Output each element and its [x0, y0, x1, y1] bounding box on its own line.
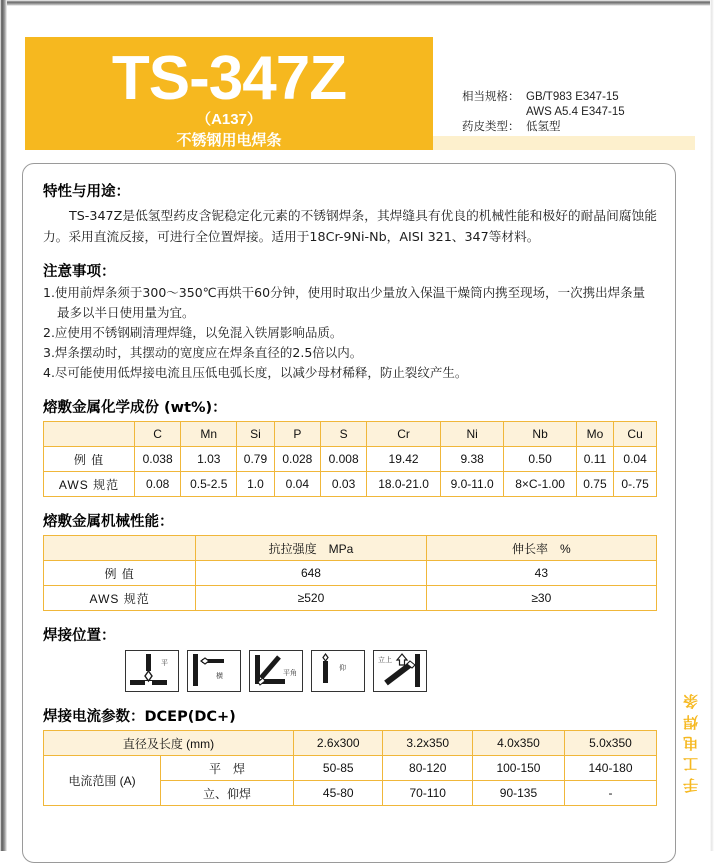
- chemical-composition-table: [43, 421, 657, 497]
- table-cell: 0.08: [135, 472, 181, 497]
- spacer: [43, 611, 657, 624]
- column-header: 抗拉强度 MPa: [196, 536, 426, 561]
- row-label: 例 值: [44, 447, 135, 472]
- table-cell: 648: [196, 561, 426, 586]
- table-cell: 0.11: [576, 447, 613, 472]
- spacer: [43, 692, 657, 705]
- spec-standard-label: 相当规格：: [462, 91, 520, 103]
- note-item: 4.尽可能使用低焊接电流且压低电弧长度，以减少母材稀释，防止裂纹产生。: [43, 365, 468, 380]
- positions-title: 焊接位置：: [43, 628, 116, 644]
- row-label: AWS 规范: [44, 586, 196, 611]
- position-label: 平 焊: [161, 756, 294, 781]
- spec-standard-value-gb: GB/T983 E347-15: [526, 91, 619, 103]
- table-cell: 0.028: [274, 447, 320, 472]
- content-panel: [22, 163, 676, 863]
- column-header: Cr: [367, 422, 441, 447]
- column-header: Ni: [440, 422, 504, 447]
- diameter-header: 直径及长度 (mm): [44, 731, 294, 756]
- horizontal-fillet-position-caption: 平角: [283, 669, 297, 677]
- table-cell: 70-110: [383, 781, 472, 806]
- column-header: S: [320, 422, 366, 447]
- welding-positions-row: [43, 650, 657, 692]
- side-text-char: 工: [682, 755, 699, 773]
- product-code: TS-347Z: [111, 44, 347, 113]
- table-cell: 0.038: [135, 447, 181, 472]
- note-item: 1.使用前焊条须于300～350℃再烘干60分钟，使用时取出少量放入保温干燥筒内携至现场，一次携出焊条量最多以半日使用量为宜。: [43, 285, 646, 320]
- table-cell: 0.008: [320, 447, 366, 472]
- overhead-position-caption: 仰: [339, 664, 346, 672]
- current-range-label: 电流范围 (A): [44, 756, 161, 806]
- column-header: P: [274, 422, 320, 447]
- welding-current-table: [43, 730, 657, 806]
- column-header: Si: [237, 422, 274, 447]
- chemical-title: 熔敷金属化学成份 (wt%)：: [43, 400, 227, 416]
- brand-block: [25, 37, 433, 150]
- table-header-row: [44, 731, 657, 756]
- table-cell: -: [564, 781, 656, 806]
- side-text-char: 手: [682, 776, 699, 794]
- blank-corner: [44, 536, 196, 561]
- table-cell: 50-85: [294, 756, 383, 781]
- spec-row-coating: [462, 120, 625, 135]
- table-row: [44, 586, 657, 611]
- column-header: C: [135, 422, 181, 447]
- diameter-value: 4.0x350: [472, 731, 564, 756]
- page-edge-shadow-top: [0, 0, 714, 6]
- horizontal-position-icon: [187, 650, 241, 692]
- product-subtitle: 不锈钢用电焊条: [176, 131, 282, 149]
- spec-coating-value: 低氢型: [526, 121, 561, 133]
- mechanical-properties-table: [43, 535, 657, 611]
- table-cell: 18.0-21.0: [367, 472, 441, 497]
- features-title: 特性与用途：: [43, 184, 130, 200]
- notes-title: 注意事项：: [43, 264, 116, 280]
- mechanical-title: 熔敷金属机械性能：: [43, 514, 174, 530]
- table-cell: 0.79: [237, 447, 274, 472]
- table-cell: 1.03: [181, 447, 237, 472]
- table-cell: 90-135: [472, 781, 564, 806]
- table-header-row: [44, 422, 657, 447]
- table-cell: 0.04: [614, 447, 657, 472]
- flat-position-icon: [125, 650, 179, 692]
- table-cell: 43: [426, 561, 656, 586]
- column-header: Cu: [614, 422, 657, 447]
- table-row: [44, 756, 657, 781]
- notes-list: [43, 283, 657, 383]
- table-cell: 9.0-11.0: [440, 472, 504, 497]
- header-accent-band: [433, 136, 695, 150]
- current-title: 焊接电流参数：DCEP(DC+): [43, 709, 236, 725]
- features-paragraph: TS-347Z是低氢型药皮含铌稳定化元素的不锈钢焊条，其焊缝具有优良的机械性能和极好的耐晶间腐蚀能力。采用直流反接，可进行全位置焊接。适用于18Cr-9Ni-Nb，AISI 321、347等材料。: [43, 208, 657, 244]
- page-header: [0, 14, 714, 150]
- table-row: [44, 472, 657, 497]
- diameter-value: 5.0x350: [564, 731, 656, 756]
- table-cell: 45-80: [294, 781, 383, 806]
- table-row: [44, 561, 657, 586]
- specification-block: [462, 90, 625, 135]
- diameter-value: 2.6x300: [294, 731, 383, 756]
- spec-row-standard: [462, 90, 625, 105]
- side-vertical-text: [670, 690, 710, 795]
- horizontal-position-caption: 横: [216, 672, 223, 680]
- blank-corner: [44, 422, 135, 447]
- side-text-char: 焊: [682, 713, 699, 731]
- table-cell: 0.03: [320, 472, 366, 497]
- spacer: [43, 247, 657, 260]
- table-cell: 100-150: [472, 756, 564, 781]
- table-cell: 8×C-1.00: [504, 472, 576, 497]
- table-cell: 0-.75: [614, 472, 657, 497]
- column-header: Mn: [181, 422, 237, 447]
- product-alias: （A137）: [196, 111, 262, 128]
- note-item: 3.焊条摆动时，其摆动的宽度应在焊条直径的2.5倍以内。: [43, 345, 363, 360]
- diameter-value: 3.2x350: [383, 731, 472, 756]
- position-label: 立、仰焊: [161, 781, 294, 806]
- vertical-up-position-caption: 立上: [378, 656, 392, 664]
- table-row: [44, 447, 657, 472]
- flat-position-caption: 平: [161, 659, 168, 667]
- spec-standard-value-aws: AWS A5.4 E347-15: [526, 106, 625, 118]
- column-header: Nb: [504, 422, 576, 447]
- row-label: AWS 规范: [44, 472, 135, 497]
- table-cell: 0.75: [576, 472, 613, 497]
- overhead-position-icon: [311, 650, 365, 692]
- vertical-up-position-icon: [373, 650, 427, 692]
- side-text-char: 条: [682, 692, 699, 710]
- column-header: Mo: [576, 422, 613, 447]
- table-cell: 140-180: [564, 756, 656, 781]
- table-cell: 80-120: [383, 756, 472, 781]
- table-header-row: [44, 536, 657, 561]
- table-cell: 0.04: [274, 472, 320, 497]
- spacer: [43, 383, 657, 396]
- side-text-char: 电: [682, 734, 699, 752]
- note-item: 2.应使用不锈钢刷清理焊缝，以免混入铁屑影响品质。: [43, 325, 343, 340]
- horizontal-fillet-position-icon: [249, 650, 303, 692]
- table-cell: 0.50: [504, 447, 576, 472]
- spec-row-standard-2: [462, 105, 625, 120]
- table-cell: 0.5-2.5: [181, 472, 237, 497]
- table-cell: 9.38: [440, 447, 504, 472]
- table-cell: 19.42: [367, 447, 441, 472]
- spacer: [43, 497, 657, 510]
- table-cell: ≥30: [426, 586, 656, 611]
- table-cell: 1.0: [237, 472, 274, 497]
- table-cell: ≥520: [196, 586, 426, 611]
- row-label: 例 值: [44, 561, 196, 586]
- spec-coating-label: 药皮类型：: [462, 121, 520, 133]
- column-header: 伸长率 %: [426, 536, 656, 561]
